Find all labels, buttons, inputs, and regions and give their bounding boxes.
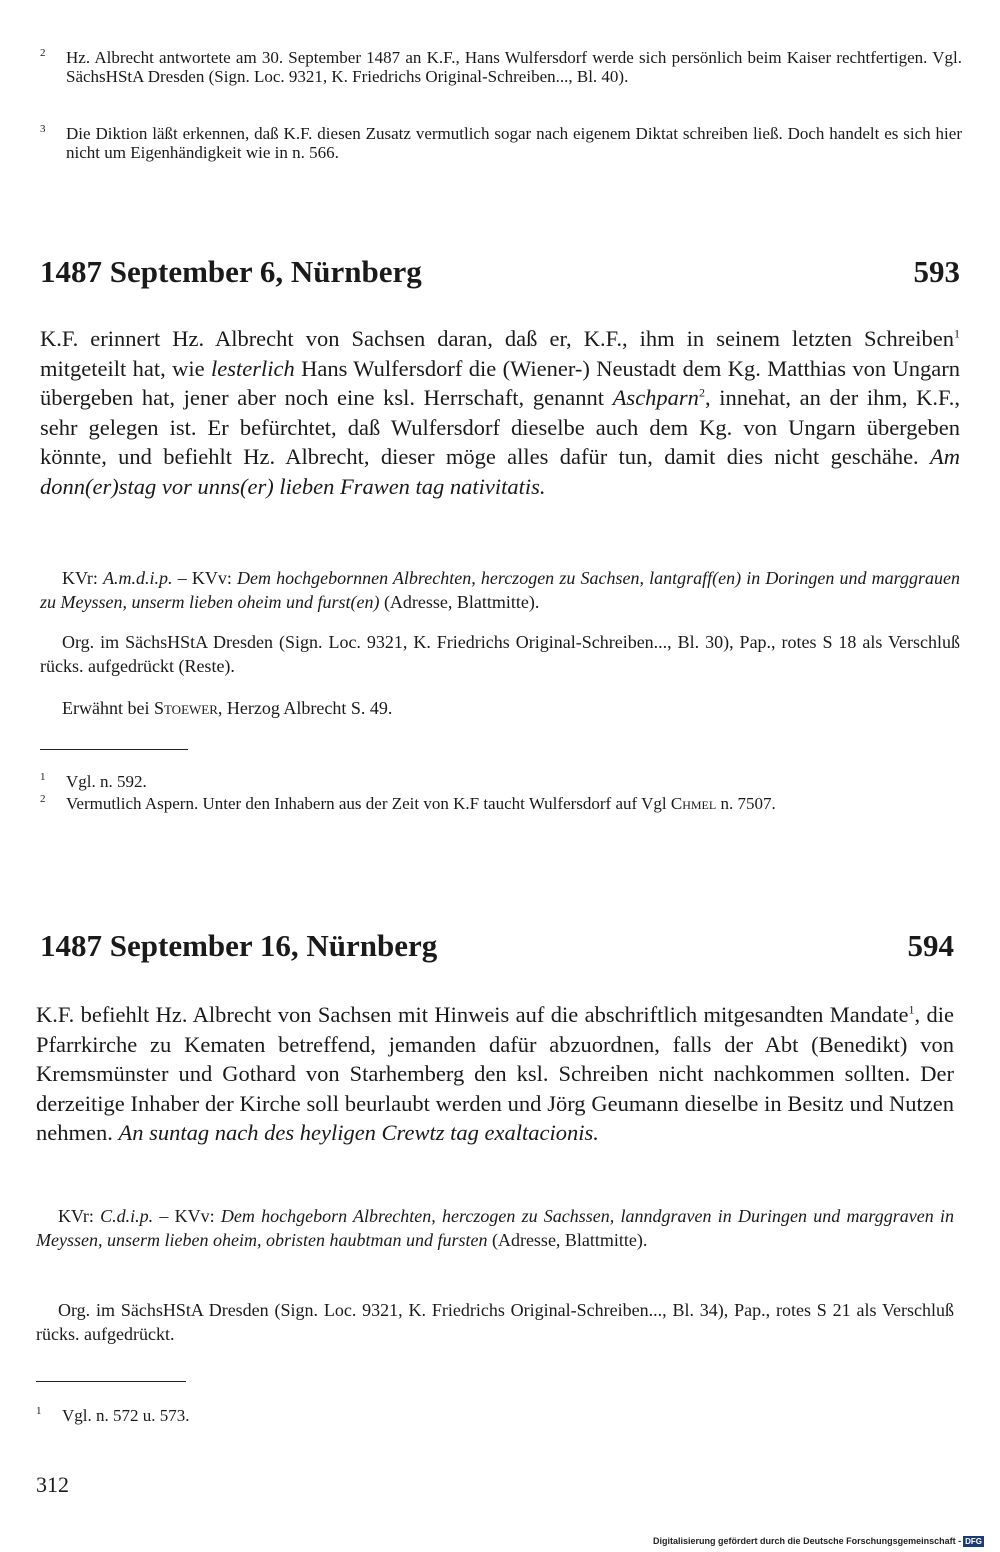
entry-593-heading: 1487 September 6, Nürnberg — [40, 254, 422, 289]
top-footnote-3 — [40, 124, 962, 162]
footnote-number: 3 — [40, 123, 46, 135]
entry-593-number: 593 — [913, 254, 960, 289]
entry-594-body: K.F. befiehlt Hz. Albrecht von Sachsen mit Hinweis auf die abschriftlich mitgesandten Mandate$^1$, die Pfarrkirche zu Kematen betreffend, jemanden dafür abzuordnen, falls der Abt (Benedikt) von Kremsmünster und Gothard von Starhemberg den ksl. Schreiben nicht nachkommen sollten. Der derzeitige Inhaber der Kirche soll beurlaubt werden und Jörg Geumann dieselbe in Besitz und Nutzen nehmen. An suntag nach des heyligen Crewtz tag exaltacionis. — [36, 1002, 954, 1145]
entry-594-kv: KVr: C.d.i.p. – KVv: Dem hochgeborn Albrechten, herczogen zu Sachssen, lanndgraven in Duringen und marggraven in Meyssen, unserm lieben oheim, obristen haubtman und fursten (Adresse, Blattmitte). — [36, 1206, 954, 1250]
entry-593-literature: Erwähnt bei Stoewer, Herzog Albrecht S. 49. — [62, 698, 393, 718]
footnote-text: Die Diktion läßt erkennen, daß K.F. diesen Zusatz vermutlich sogar nach eigenem Diktat schreiben ließ. Doch handelt es sich hier nicht um Eigenhändigkeit wie in n. 566. — [66, 124, 962, 162]
top-footnote-2 — [40, 48, 962, 86]
footnote-ref: 1 — [908, 1002, 915, 1017]
footnote-ref: 1 — [954, 326, 960, 341]
entry-594-number: 594 — [907, 928, 954, 963]
entry-594-org: Org. im SächsHStA Dresden (Sign. Loc. 9321, K. Friedrichs Original-Schreiben..., Bl. 34), Pap., rotes S 21 als Verschluß rücks. aufgedrückt. — [36, 1300, 954, 1344]
page-number: 312 — [36, 1472, 69, 1497]
entry-593-footnote-1: 1 Vgl. n. 592. — [40, 771, 147, 791]
footnote-number: 2 — [40, 47, 46, 59]
footnote-divider — [36, 1381, 186, 1382]
entry-593-org: Org. im SächsHStA Dresden (Sign. Loc. 9321, K. Friedrichs Original-Schreiben..., Bl. 30), Pap., rotes S 18 als Verschluß rücks. aufgedrückt (Reste). — [40, 632, 960, 676]
digitization-credit: Digitalisierung gefördert durch die Deutsche Forschungsgemeinschaft - DFG — [653, 1536, 982, 1546]
entry-593-body: K.F. erinnert Hz. Albrecht von Sachsen daran, daß er, K.F., ihm in seinem letzten Schreiben$^1$ mitgeteilt hat, wie lesterlich Hans Wulfersdorf die (Wiener-) Neustadt dem Kg. Matthias von Ungarn übergeben hat, jener aber noch eine ksl. Herrschaft, genannt Aschparn$^2$, innehat, an der ihm, K.F., sehr gelegen ist. Er befürchtet, daß Wulfersdorf dieselbe auch dem Kg. von Ungarn übergeben könnte, und befiehlt Hz. Albrecht, dieser möge alles dafür tun, damit dies nicht geschähe. Am donn(er)stag vor unns(er) lieben Frawen tag nativitatis. — [40, 326, 961, 499]
entry-593-kv: KVr: A.m.d.i.p. – KVv: Dem hochgebornnen Albrechten, herczogen zu Sachsen, lantgraff(en) in Doringen und marggrauen zu Meyssen, unserm lieben oheim und furst(en) (Adresse, Blattmitte). — [40, 568, 960, 612]
entry-593-footnote-2: 2 Vermutlich Aspern. Unter den Inhabern aus der Zeit von K.F taucht Wulfersdorf auf Vgl Chmel n. 7507. — [40, 793, 776, 813]
entry-594-heading: 1487 September 16, Nürnberg — [40, 928, 438, 963]
footnote-ref: 2 — [698, 385, 705, 400]
dfg-logo: DFG — [965, 1537, 982, 1546]
entry-594-footnote-1: 1 Vgl. n. 572 u. 573. — [36, 1405, 190, 1425]
footnote-divider — [40, 749, 188, 750]
footnote-text: Hz. Albrecht antwortete am 30. September 1487 an K.F., Hans Wulfersdorf werde sich persönlich beim Kaiser rechtfertigen. Vgl. SächsHStA Dresden (Sign. Loc. 9321, K. Friedrichs Original-Schreiben..., Bl. 40). — [66, 48, 962, 86]
